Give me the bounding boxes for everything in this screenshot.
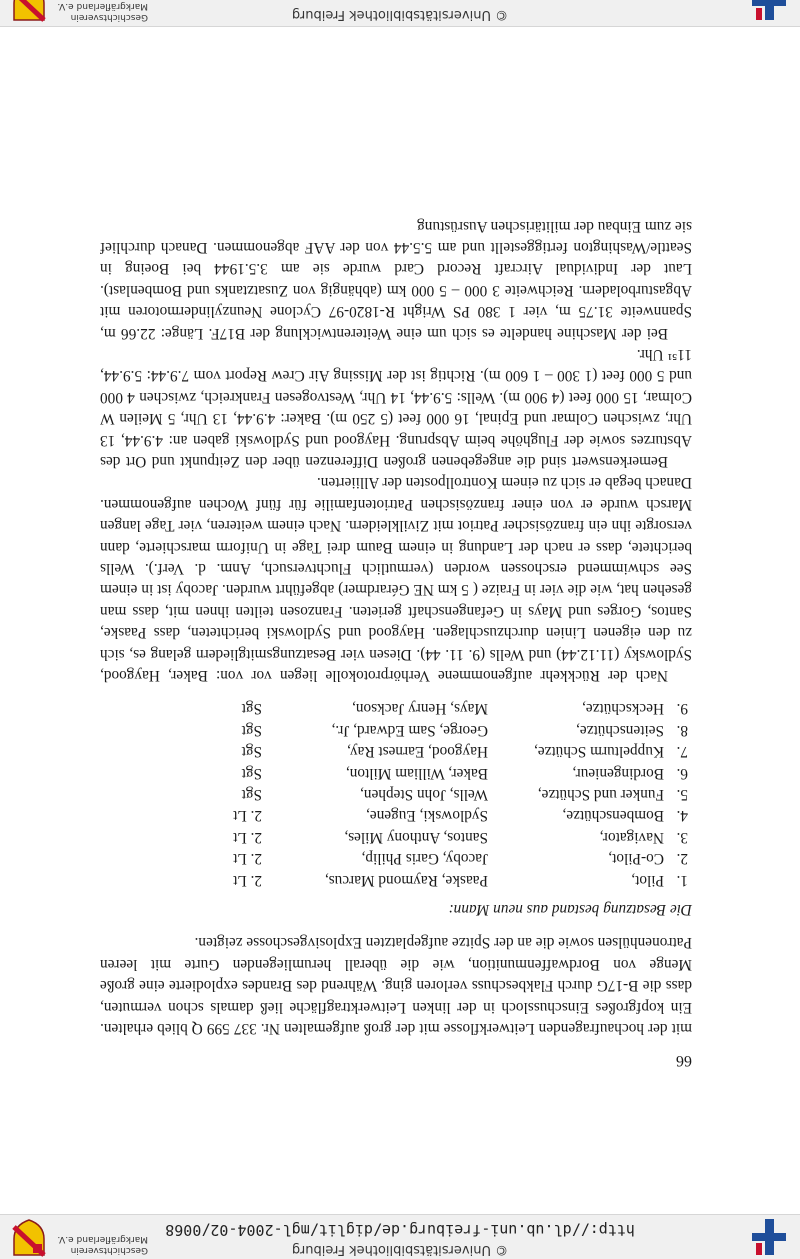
crew-number: 8. bbox=[676, 721, 688, 739]
crew-row bbox=[100, 762, 688, 783]
paragraph-2: Nach der Rückkehr aufgenommene Verhörprotokolle liegen vor von: Baker, Haygood, Sydlowsky (11.12.44) und Wells (9. 11. 44). Diesen vier Besatzungsmitgliedern gelang es, sich zu den eigenen Linien durchzuschlagen. Haygood und Sydlowski berichteten, dass Paaske, Santos, Gorges und Mays in Gefangenschaft gerieten. Franzosen teilten ihnen mit, dass man gesehen hat, wie die vier in Fraize ( 5 km NE Gérardmer) abgeführt wurden. Jacoby ist in einem See schwimmend erschossen worden (vermutlich Fluchtversuch, Anm. d. Verf.). Wells berichtete, dass er nach der Landung in einem Baum drei Tage in Uniform marschierte, dann versorgte ihn ein französischer Patriot mit Zivilkleidern. Nach einem weiteren, vier Tage langen Marsch wurde er von einer französischen Patriotenfamilie für fünf Wochen aufgenommen. Danach begab er sich zu einem Kontrollposten der Alliierten. bbox=[100, 474, 692, 685]
paragraph-1: mit der hochaufragenden Leitwerkflosse mit der groß aufgemalten Nr. 337 599 Q blieb erhalten. Ein kopfgroßes Einschussloch in der linken Leitwerktragfläche ließ damals schon vermuten, dass die B-17G durch Flakbeschuss verloren ging. Während des Brandes explodierte eine große Menge von Bordwaffenmunition, wie die überall herumliegenden Gurte mit leeren Patronenhülsen sowie die an der Spitze aufgeplatzten Explosivgeschosse zeigten. bbox=[100, 934, 692, 1037]
crew-name: Jacoby, Garis Philip, bbox=[361, 850, 488, 868]
crew-role: Co-Pilot, bbox=[608, 850, 664, 868]
crew-rank: 2. Lt bbox=[233, 850, 262, 868]
crew-row bbox=[100, 741, 688, 762]
society-crest-icon bbox=[12, 1219, 46, 1257]
crew-row bbox=[100, 848, 688, 869]
crew-number: 2. bbox=[676, 850, 688, 868]
crew-rank: Sgt bbox=[241, 764, 262, 782]
crew-number: 5. bbox=[676, 786, 688, 803]
crew-row bbox=[100, 826, 688, 847]
crew-rank: Sgt bbox=[241, 786, 262, 803]
page-content bbox=[100, 215, 692, 1071]
document-url[interactable]: http://dl.ub.uni-freiburg.de/diglit/mgl-2004-02/0068 bbox=[165, 1221, 635, 1239]
society-label: Geschichtsverein Markgräflerland e.V. bbox=[57, 1234, 148, 1255]
copyright-text: © Universitätsbibliothek Freiburg bbox=[291, 1242, 509, 1257]
crew-name: Wells, John Stephen, bbox=[360, 786, 488, 803]
crew-role: Funker und Schütze, bbox=[537, 786, 664, 803]
paragraph-4: Bei der Maschine handelte es sich um eine Weiterentwicklung der B17F. Länge: 22.66 m, Spannweite 31.75 m, vier 1 380 PS Wright R-1820-97 Cyclone Neunzylindermotoren mit Abgasturboladern. Reichweite 3 000 – 5 000 km (abhängig von Zusatztanks und Bombenlast). Laut der Individual Aircraft Record Card wurde sie am 3.5.1944 bei Boeing in Seattle/Washington fertiggestellt und am 5.5.44 von der AAF abgenommen. Danach durchlief sie zum Einbau der militärischen Ausrüstung bbox=[100, 217, 692, 342]
crew-role: Seitenschütze, bbox=[576, 721, 664, 739]
paragraph-3: Bemerkenswert sind die angegebenen großen Differenzen über den Zeitpunkt und Ort des Absturzes sowie der Flughöhe beim Absprung. Haygood und Sydlowski gaben an: 4.9.44, 13 Uhr, zwischen Colmar und Epinal, 16 000 feet (5 250 m). Baker: 4.9.44, 13 Uhr, 5 Meilen W Colmar, 15 000 feet (4 900 m). Wells: 5.9.44, 14 Uhr, Westvogesen Frankreich, zwischen 4 000 und 5 000 feet (1 300 – 1 600 m). Richtig ist der Missing Air Crew Report vom 7.9.44: 5.9.44, 11⁵¹ Uhr. bbox=[100, 345, 692, 470]
crew-rank: 2. Lt bbox=[233, 807, 262, 825]
crew-row bbox=[100, 698, 688, 719]
crew-row bbox=[100, 805, 688, 826]
crew-role: Heckschütze, bbox=[582, 700, 664, 718]
crew-name: Santos, Anthony Miles, bbox=[344, 828, 488, 846]
crew-name: Mays, Henry Jackson, bbox=[352, 700, 488, 718]
crew-row bbox=[100, 719, 688, 740]
crew-row bbox=[100, 784, 688, 805]
crew-role: Pilot, bbox=[631, 871, 664, 889]
crew-row bbox=[100, 869, 688, 890]
crew-number: 9. bbox=[676, 700, 688, 718]
crew-number: 7. bbox=[676, 743, 688, 761]
crew-rank: 2. Lt bbox=[233, 871, 262, 889]
footer-copyright-text: © Universitätsbibliothek Freiburg bbox=[291, 7, 509, 22]
page-number: 66 bbox=[676, 1052, 692, 1069]
viewer-footer bbox=[0, 0, 800, 27]
crew-role: Kuppelturm Schütze, bbox=[534, 743, 664, 761]
crew-name: George, Sam Edward, Jr., bbox=[331, 721, 488, 739]
crew-number: 4. bbox=[676, 807, 688, 825]
viewer-header bbox=[0, 1214, 800, 1259]
crew-rank: Sgt bbox=[241, 700, 262, 718]
crew-role: Bombenschütze, bbox=[562, 807, 664, 825]
crew-heading: Die Besatzung bestand aus neun Mann: bbox=[448, 900, 692, 918]
crew-number: 3. bbox=[676, 828, 688, 846]
crew-rank: Sgt bbox=[241, 721, 262, 739]
footer-society-label: Geschichtsverein Markgräflerland e.V. bbox=[57, 1, 148, 22]
crew-name: Haygood, Earnest Ray, bbox=[347, 743, 488, 761]
crew-list bbox=[100, 698, 688, 891]
crew-name: Paaske, Raymond Marcus, bbox=[324, 871, 488, 889]
crew-rank: Sgt bbox=[241, 743, 262, 761]
society-crest-icon bbox=[12, 0, 46, 22]
crew-name: Sydlowski, Eugene, bbox=[366, 807, 488, 825]
crew-rank: 2. Lt bbox=[233, 828, 262, 846]
crew-name: Baker, William Milton, bbox=[345, 764, 488, 782]
crew-role: Bordingenieur, bbox=[572, 764, 664, 782]
crew-number: 6. bbox=[676, 764, 688, 782]
crew-role: Navigator, bbox=[599, 828, 664, 846]
crew-number: 1. bbox=[676, 871, 688, 889]
